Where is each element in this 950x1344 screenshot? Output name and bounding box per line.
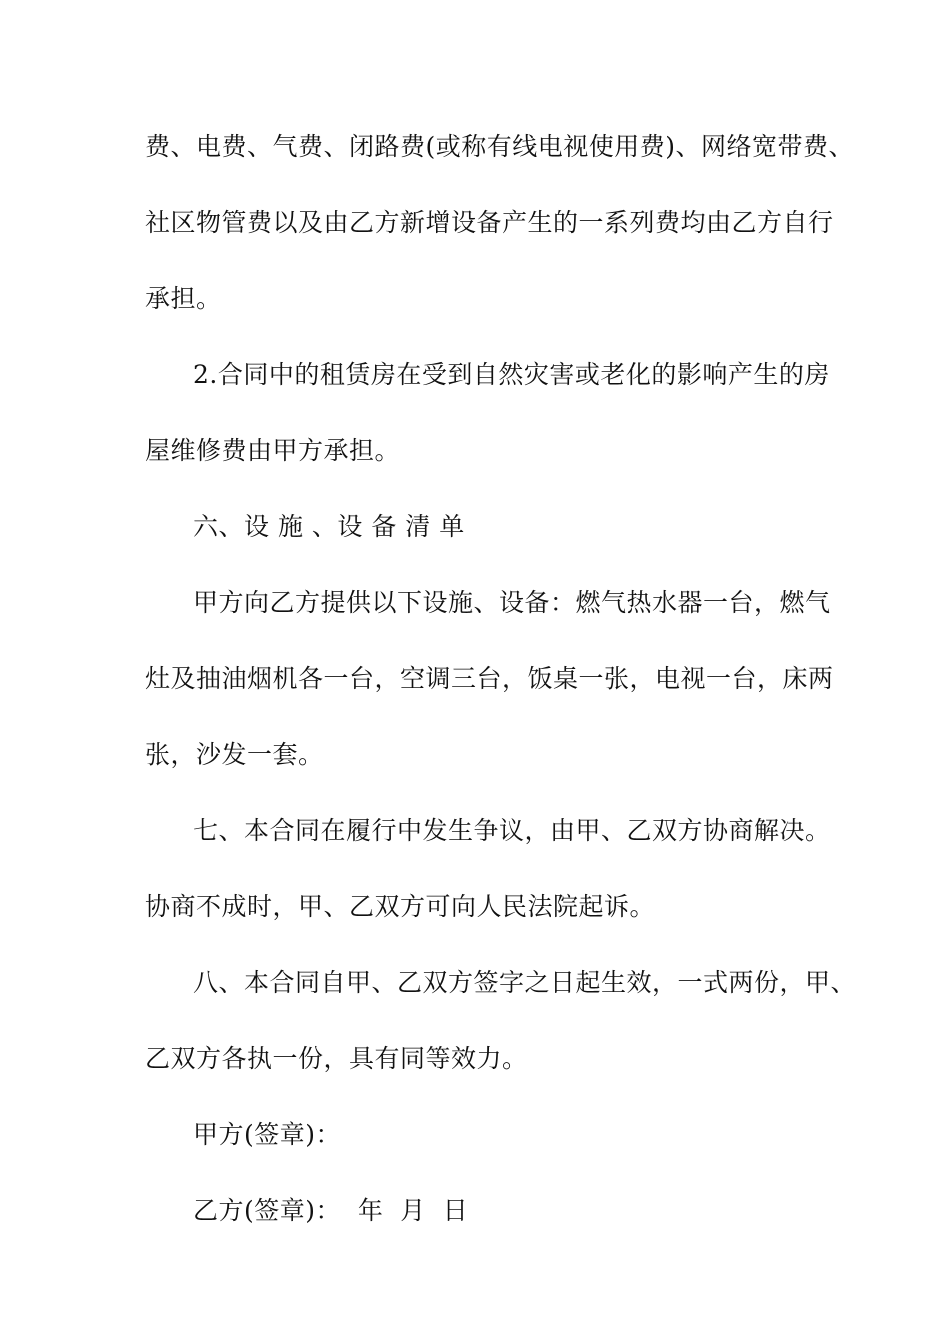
text-line-repair-borne-by-party-a: 屋维修费由甲方承担。 <box>145 436 401 465</box>
facilities-list-line-1: 甲方向乙方提供以下设施、设备：燃气热水器一台，燃气 <box>193 588 831 617</box>
clause-7-court: 协商不成时，甲、乙双方可向人民法院起诉。 <box>145 892 656 921</box>
facilities-list-line-3: 张，沙发一套。 <box>145 740 324 769</box>
text-line-borne-by-party-b: 承担。 <box>145 284 222 313</box>
signature-party-a: 甲方(签章)： <box>193 1120 342 1149</box>
clause-8-effective: 八、本合同自甲、乙双方签字之日起生效，一式两份，甲、 <box>193 968 857 997</box>
clause-8-copies: 乙双方各执一份，具有同等效力。 <box>145 1044 528 1073</box>
section-heading-facilities: 六、设 施 、设 备 清 单 <box>193 512 465 541</box>
clause-7-disputes: 七、本合同在履行中发生争议，由甲、乙双方协商解决。 <box>193 816 831 845</box>
signature-party-b-date: 乙方(签章)： 年 月 日 <box>193 1196 469 1225</box>
text-line-management-fees: 社区物管费以及由乙方新增设备产生的一系列费均由乙方自行 <box>145 208 834 237</box>
clause-2-repair-costs: 2.合同中的租赁房在受到自然灾害或老化的影响产生的房 <box>193 360 830 389</box>
document-body <box>145 128 857 1268</box>
facilities-list-line-2: 灶及抽油烟机各一台，空调三台，饭桌一张，电视一台，床两 <box>145 664 834 693</box>
text-line-utilities-list: 费、电费、气费、闭路费(或称有线电视使用费)、网络宽带费、 <box>145 132 855 161</box>
